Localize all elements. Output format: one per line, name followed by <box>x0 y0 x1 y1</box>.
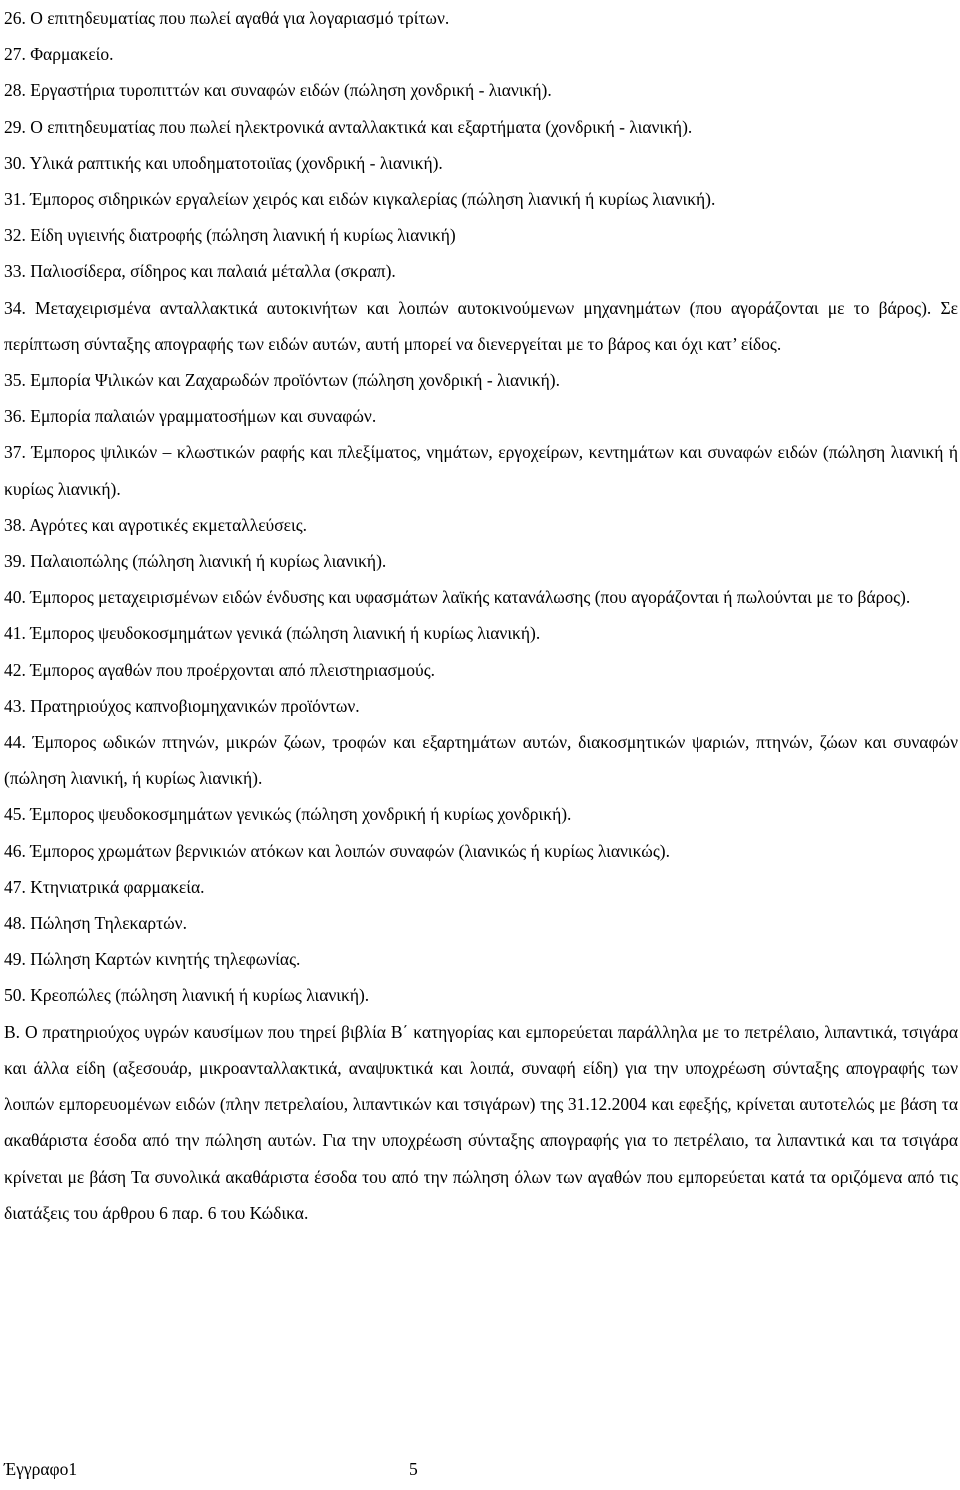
list-item: 42. Έμπορος αγαθών που προέρχονται από πλειστηριασμούς. <box>4 659 436 680</box>
list-item: 41. Έμπορος ψευδοκοσμημάτων γενικά (πώληση λιανική ή κυρίως λιανική). <box>4 623 541 644</box>
list-item: 27. Φαρμακείο. <box>4 44 114 65</box>
list-item: 43. Πρατηριούχος καπνοβιομηχανικών προϊόντων. <box>4 695 360 716</box>
list-item: 38. Αγρότες και αγροτικές εκμεταλλεύσεις. <box>4 514 308 535</box>
document-body <box>4 0 958 1231</box>
list-item: 40. Έμπορος μεταχειρισμένων ειδών ένδυσης και υφασμάτων λαϊκής κατανάλωσης (που αγοράζονται ή πωλούνται με το βάρος). <box>4 587 911 608</box>
list-item: 35. Εμπορία Ψιλικών και Ζαχαρωδών προϊόντων (πώληση χονδρική - λιανική). <box>4 370 560 391</box>
list-item: 50. Κρεοπώλες (πώληση λιανική ή κυρίως λιανική). <box>4 985 370 1006</box>
document-name: Έγγραφο1 <box>4 1459 78 1479</box>
list-item: 49. Πώληση Καρτών κινητής τηλεφωνίας. <box>4 949 301 970</box>
list-item: 33. Παλιοσίδερα, σίδηρος και παλαιά μέταλλα (σκραπ). <box>4 261 396 282</box>
list-item: 31. Έμπορος σιδηρικών εργαλείων χειρός και ειδών κιγκαλερίας (πώληση λιανική ή κυρίως λιανική). <box>4 189 716 210</box>
list-item: 30. Υλικά ραπτικής και υποδηματοτοιϊας (χονδρική - λιανική). <box>4 152 443 173</box>
page-number: 5 <box>409 1459 418 1479</box>
list-item: 37. Έμπορος ψιλικών – κλωστικών ραφής και πλεξίματος, νημάτων, εργοχείρων, κεντημάτων και συναφών ειδών (πώληση λιανική ή κυρίως λιανική). <box>4 442 958 499</box>
section-b-paragraph: Β. Ο πρατηριούχος υγρών καυσίμων που τηρεί βιβλία Β΄ κατηγορίας και εμπορεύεται παράλληλα με το πετρέλαιο, λιπαντικά, τσιγάρα και άλλα είδη (αξεσουάρ, μικροανταλλακτικά, αναψυκτικά και λοιπά, συναφή είδη) για την υποχρέωση σύνταξης απογραφής των λοιπών εμπορευομένων ειδών (πλην πετρελαίου, λιπαντικών και τσιγάρων) της 31.12.2004 και εφεξής, κρίνεται αυτοτελώς με βάση τα ακαθάριστα έσοδα από την πώληση αυτών. Για την υποχρέωση σύνταξης απογραφής για το πετρέλαιο, τα λιπαντικά και τα τσιγάρα κρίνεται με βάση Τα συνολικά ακαθάριστα έσοδα του από την πώληση όλων των αγαθών που εμπορεύεται κατά τα οριζόμενα από τις διατάξεις του άρθρου 6 παρ. 6 του Κώδικα. <box>4 1021 958 1223</box>
list-item: 44. Έμπορος ωδικών πτηνών, μικρών ζώων, τροφών και εξαρτημάτων αυτών, διακοσμητικών ψαριών, πτηνών, ζώων και συναφών (πώληση λιανική, ή κυρίως λιανική). <box>4 732 958 789</box>
list-item: 46. Έμπορος χρωμάτων βερνικιών ατόκων και λοιπών συναφών (λιανικώς ή κυρίως λιανικώς). <box>4 840 670 861</box>
list-item: 32. Είδη υγιεινής διατροφής (πώληση λιανική ή κυρίως λιανική) <box>4 225 456 246</box>
list-item: 48. Πώληση Τηλεκαρτών. <box>4 913 187 934</box>
list-item: 34. Μεταχειρισμένα ανταλλακτικά αυτοκινήτων και λοιπών αυτοκινούμενων μηχανημάτων (που αγοράζονται με το βάρος). Σε περίπτωση σύνταξης απογραφής των ειδών αυτών, αυτή μπορεί να διενεργείται με το βάρος και όχι κατ’ είδος. <box>4 297 958 354</box>
list-item: 45. Έμπορος ψευδοκοσμημάτων γενικώς (πώληση χονδρική ή κυρίως χονδρική). <box>4 804 572 825</box>
list-item: 36. Εμπορία παλαιών γραμματοσήμων και συναφών. <box>4 406 377 427</box>
list-item: 28. Εργαστήρια τυροπιττών και συναφών ειδών (πώληση χονδρική - λιανική). <box>4 80 552 101</box>
list-item: 26. Ο επιτηδευματίας που πωλεί αγαθά για λογαριασμό τρίτων. <box>4 8 450 28</box>
list-item: 47. Κτηνιατρικά φαρμακεία. <box>4 876 205 897</box>
list-item: 39. Παλαιοπώλης (πώληση λιανική ή κυρίως λιανική). <box>4 551 387 572</box>
list-item: 29. Ο επιτηδευματίας που πωλεί ηλεκτρονικά ανταλλακτικά και εξαρτήματα (χονδρική - λιανική). <box>4 116 693 137</box>
